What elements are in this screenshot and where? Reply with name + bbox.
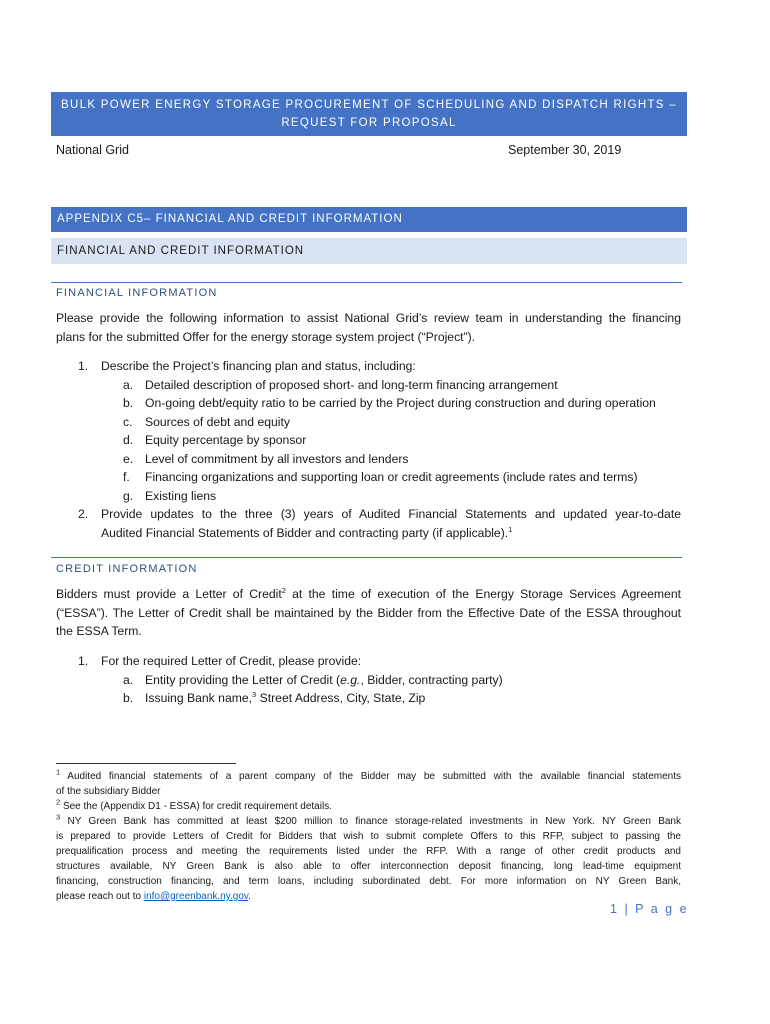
list-subitem-text: Sources of debt and equity (145, 414, 290, 429)
financial-intro-line2: plans for the submitted Offer for the energy storage system project (“Project”). (56, 329, 476, 344)
document-date: September 30, 2019 (508, 143, 622, 157)
footnote-3-line3: prequalification process and meeting the requirements listed under the RFP. With a range of other credit products and (56, 846, 681, 857)
credit-intro-line1-a: Bidders must provide a Letter of Credit (56, 587, 282, 601)
list-subitem (0, 671, 770, 690)
footnote-number: 3 (56, 812, 61, 822)
list-subitem (0, 689, 770, 708)
list-subitem-text: Level of commitment by all investors and lenders (145, 451, 409, 466)
list-letter: a. (123, 377, 134, 392)
section-divider (51, 557, 682, 558)
footnote-1-line2: of the subsidiary Bidder (56, 786, 161, 797)
list-subitem (0, 487, 770, 506)
list-item-continuation (0, 524, 770, 543)
list-subitem (0, 376, 770, 395)
footnote-text: please reach out to (56, 891, 144, 902)
list-item (0, 652, 770, 671)
list-subitem-text: Existing liens (145, 488, 217, 503)
document-title-line2: REQUEST FOR PROPOSAL (281, 117, 457, 129)
section-divider (51, 282, 682, 283)
footnote-3-line4: structures available, NY Green Bank is also able to offer interconnection deposit financing, long lead-time equipment (56, 861, 681, 872)
credit-intro-line1-b: at the time of execution of the Energy Storage Services Agreement (285, 587, 681, 601)
sub-a-pre: Entity providing the Letter of Credit ( (145, 672, 341, 687)
document-title-line1: BULK POWER ENERGY STORAGE PROCUREMENT OF SCHEDULING AND DISPATCH RIGHTS – (61, 99, 677, 111)
list-letter: b. (123, 396, 134, 410)
footnotes (56, 769, 681, 904)
list-letter: e. (123, 451, 134, 466)
credit-section-heading: CREDIT INFORMATION (56, 563, 198, 575)
page-label: | P a g e (624, 902, 689, 916)
company-name: National Grid (56, 143, 129, 157)
list-subitem (0, 450, 770, 469)
list-letter: b. (123, 691, 134, 705)
footnote-3-line6 (56, 889, 681, 904)
list-subitem-text: On-going debt/equity ratio to be carried by the Project during construction and during operation (145, 396, 656, 410)
footnote-number: 2 (56, 797, 61, 807)
list-letter: g. (123, 488, 134, 503)
list-letter: c. (123, 414, 133, 429)
list-number: 2. (78, 507, 89, 521)
footnote-ref[interactable]: 1 (508, 524, 513, 534)
list-subitem (0, 468, 770, 487)
credit-intro-line2: (“ESSA”). The Letter of Credit shall be maintained by the Bidder from the Effective Date of the ESSA throughout (56, 605, 681, 620)
list-subitem (0, 413, 770, 432)
sub-b-pre: Issuing Bank name, (145, 691, 253, 705)
footnote-3-line2: is prepared to provide Letters of Credit for Bidders that wish to submit complete Offers to this RFP, subject to passing the (56, 831, 681, 842)
financial-section-heading: FINANCIAL INFORMATION (56, 287, 218, 299)
footnote-number: 1 (56, 767, 61, 777)
document-title-banner (51, 92, 687, 136)
footnote-text: Audited financial statements of a parent company of the Bidder may be submitted with the available financial statements (60, 771, 681, 782)
footnote-3-line1 (56, 814, 681, 829)
footnote-ref[interactable]: 3 (252, 689, 257, 699)
list-subitem-text: Detailed description of proposed short- and long-term financing arrangement (145, 377, 558, 392)
list-number: 1. (78, 654, 89, 668)
footnote-text: See the (Appendix D1 - ESSA) for credit requirement details. (60, 801, 332, 812)
credit-intro-line1 (56, 585, 681, 604)
list-letter: a. (123, 672, 134, 687)
list-subitem (0, 394, 770, 413)
list-number: 1. (78, 359, 89, 373)
list-subitem-text: Financing organizations and supporting loan or credit agreements (include rates and terms) (145, 470, 638, 484)
appendix-title: APPENDIX C5– FINANCIAL AND CREDIT INFORMATION (51, 207, 687, 232)
list-letter: d. (123, 433, 134, 447)
list-item-text: Describe the Project’s financing plan and status, including: (101, 359, 416, 373)
footnote-1-line1 (56, 769, 681, 784)
list-subitem-text (145, 689, 425, 708)
sub-a-post: , Bidder, contracting party) (360, 672, 503, 687)
list-item-text: Provide updates to the three (3) years of Audited Financial Statements and updated year-to-date (101, 507, 681, 521)
financial-intro-line1: Please provide the following information to assist National Grid’s review team in understanding the financing (56, 311, 681, 325)
page-number (610, 902, 689, 916)
page-number-value: 1 (610, 902, 619, 916)
list-letter: f. (123, 470, 130, 484)
footnote-text: . (248, 891, 251, 902)
credit-intro-line3: the ESSA Term. (56, 624, 142, 638)
credit-list (0, 652, 770, 708)
list-item (0, 357, 770, 376)
financial-intro (56, 309, 681, 346)
list-subitem-text (145, 671, 503, 690)
footnote-2-line1 (56, 799, 681, 814)
email-link[interactable]: info@greenbank.ny.gov (143, 891, 249, 902)
list-item-text-line2 (101, 524, 512, 543)
appendix-subtitle: FINANCIAL AND CREDIT INFORMATION (51, 238, 687, 264)
financial-list (0, 357, 770, 542)
footnote-separator (56, 763, 236, 764)
list-item-text-line2-content: Audited Financial Statements of Bidder and contracting party (if applicable). (101, 525, 509, 540)
sub-a-emphasis: e.g. (340, 672, 361, 687)
footnote-text: NY Green Bank has committed at least $200 million to finance storage-related investments in New York. NY Green Bank (60, 816, 681, 827)
list-subitem-text: Equity percentage by sponsor (145, 433, 307, 447)
list-item-text: For the required Letter of Credit, please provide: (101, 654, 362, 668)
sub-b-post: Street Address, City, State, Zip (256, 691, 426, 705)
list-item (0, 505, 770, 524)
credit-intro (56, 585, 681, 641)
footnote-3-line5: financing, construction financing, and term loans, including subordinated debt. For more information on NY Green Bank, (56, 876, 681, 887)
footnote-ref[interactable]: 2 (281, 585, 286, 595)
list-subitem (0, 431, 770, 450)
